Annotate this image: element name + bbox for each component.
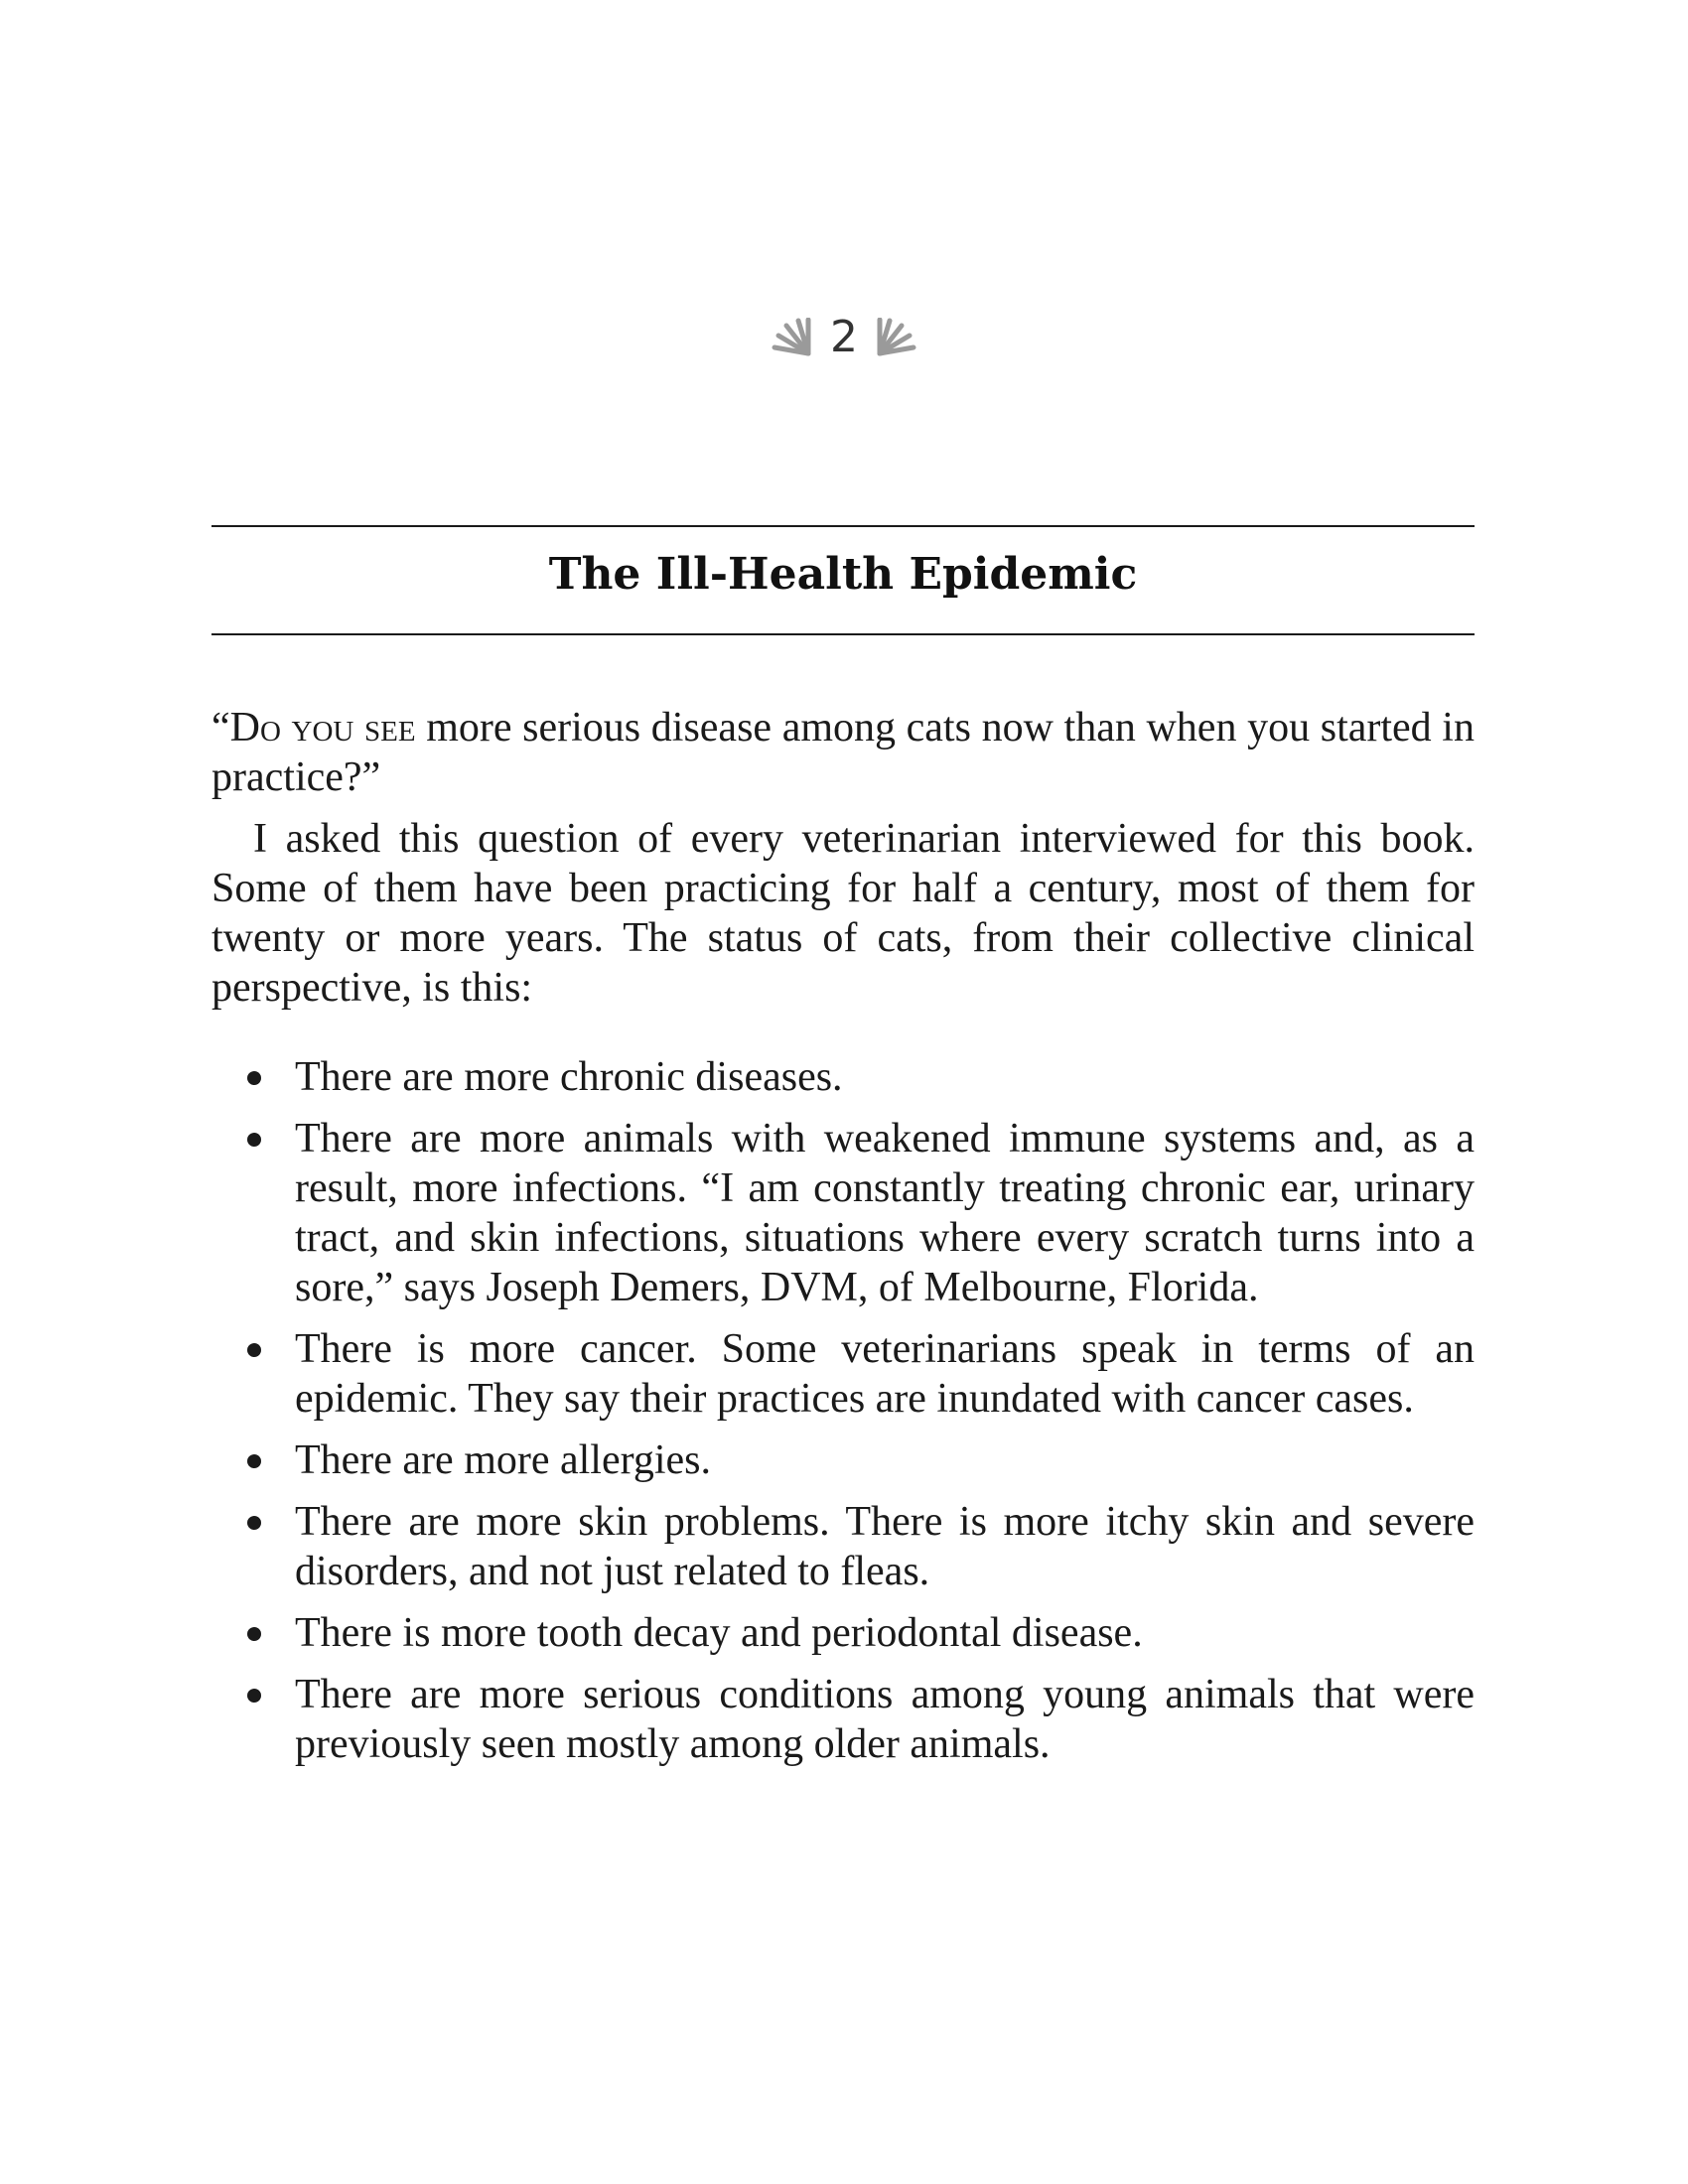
bullet-text: There are more allergies. [295,1437,711,1483]
title-rule-top [211,525,1475,527]
chapter-title: The Ill-Health Epidemic [548,549,1138,600]
opening-paragraph [211,703,1475,802]
bullet-text: There are more animals with weakened immune systems and, as a result, more infections. “I am constantly treating chronic ear, urinary tract, and skin infections, situations where every scratch turns into a sore,” says Joseph Demers, DVM, of Melbourne, Florida. [295,1116,1475,1310]
bullet-item [211,1435,1475,1485]
bullet-text: There are more skin problems. There is more itchy skin and severe disorders, and not just related to fleas. [295,1499,1475,1594]
bullet-text: There is more cancer. Some veterinarians speak in terms of an epidemic. They say their practices are inundated with cancer cases. [295,1326,1475,1422]
chapter-number: 2 [830,312,858,362]
bullet-text: There is more tooth decay and periodontal disease. [295,1610,1143,1656]
bullet-item [211,1670,1475,1769]
bullet-text: There are more chronic diseases. [295,1054,843,1100]
bullet-dot-icon [247,1454,261,1468]
bullet-item [211,1324,1475,1424]
bullet-item [211,1608,1475,1658]
bullet-list [211,1052,1475,1769]
bullet-dot-icon [247,1343,261,1357]
opening-text: more serious disease among cats now than when you started in practice?” [211,705,1475,800]
bullet-item [211,1052,1475,1102]
bullet-dot-icon [247,1516,261,1530]
opening-small-caps: “Do you see [211,705,416,751]
chapter-body [211,703,1475,1781]
bullet-dot-icon [247,1627,261,1641]
fan-ornament-left-icon [769,318,812,357]
bullet-dot-icon [247,1071,261,1085]
title-rule-bottom [211,633,1475,635]
body-paragraph: I asked this question of every veterinarian interviewed for this book. Some of them have been practicing for half a century, most of them for twenty or more years. The status of cats, from their collective clinical perspective, is this: [211,816,1475,1011]
fan-ornament-right-icon [876,318,919,357]
bullet-text: There are more serious conditions among young animals that were previously seen mostly among older animals. [295,1672,1475,1767]
bullet-dot-icon [247,1133,261,1147]
chapter-heading-mark [0,298,1688,377]
bullet-item [211,1114,1475,1312]
bullet-dot-icon [247,1689,261,1703]
bullet-item [211,1497,1475,1596]
